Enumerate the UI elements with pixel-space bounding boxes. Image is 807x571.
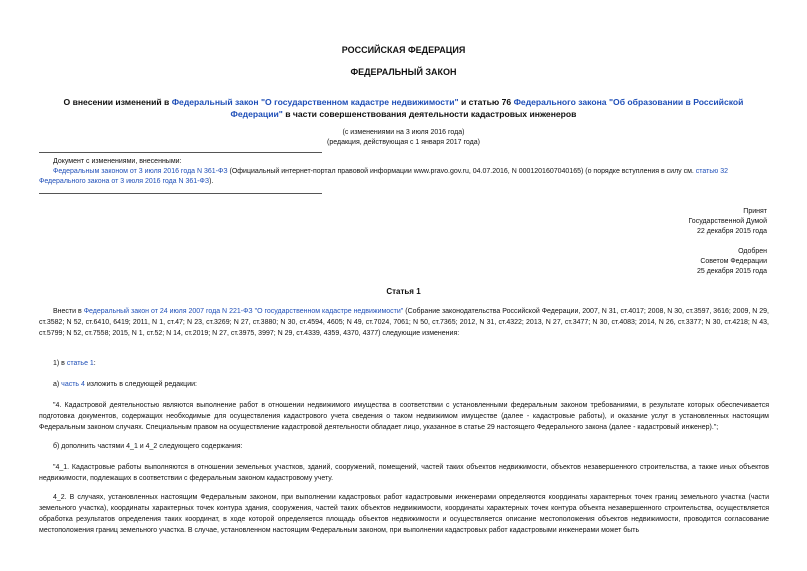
approved-by: Советом Федерации bbox=[700, 258, 767, 265]
link-part-4[interactable]: часть 4 bbox=[61, 381, 85, 388]
item-1: 1) в статье 1: bbox=[53, 360, 96, 367]
accepted-date: 22 декабря 2015 года bbox=[696, 228, 767, 235]
article-heading: Статья 1 bbox=[386, 287, 421, 296]
link-article-1[interactable]: статье 1 bbox=[66, 360, 94, 367]
header-country: РОССИЙСКАЯ ФЕДЕРАЦИЯ bbox=[341, 45, 466, 55]
intro-link-221fz[interactable]: Федеральный закон от 24 июля 2007 года N 221-ФЗ "О государственном кадастре недвижимости" bbox=[83, 308, 404, 315]
changes-note: (с изменениями на 3 июля 2016 года) bbox=[342, 129, 465, 136]
amend-link-361fz[interactable]: Федеральным законом от 3 июля 2016 года N 361-ФЗ bbox=[53, 168, 228, 175]
item-b: б) дополнить частями 4_1 и 4_2 следующего содержания: bbox=[53, 443, 243, 450]
document-title: О внесении изменений в Федеральный закон "О государственном кадастре недвижимости" и статью 76 Федерального закона "Об образовании в Российской Федерации" в части совершенствования деятельности кадастровых инженеров bbox=[63, 97, 744, 119]
amend-text: Федеральным законом от 3 июля 2016 года N 361-ФЗ (Официальный интернет-портал правовой информации www.pravo.gov.ru, 04.07.2016, N 0001201607040165) (о порядке вступления в силу см. статью 32 Федерального закона от 3 июля 2016 года N 361-ФЗ). bbox=[39, 168, 728, 185]
amend-link-fz-361[interactable]: Федерального закона от 3 июля 2016 года N 361-ФЗ bbox=[39, 178, 210, 185]
accepted-label: Принят bbox=[743, 208, 767, 215]
article-intro: Внести в Федеральный закон от 24 июля 2007 года N 221-ФЗ "О государственном кадастре недвижимости" (Собрание законодательства Российской Федерации, 2007, N 31, ст.4017; 2008, N 30, ст.3597, 3616; 2009, N 29, ст.3582; N 52, ст.6410, 6419; 2011, N 1, ст.47; N 23, ст.3269; N 27, ст.3880; N 30, ст.4594, 4605; N 49, ст.7024, 7061; N 50, ст.7365; 2012, N 31, ст.4322; 2013, N 27, ст.3477; N 30, ст.4083; 2014, N 26, ст.3377; N 30, ст.4218; N 43, ст.5799; N 52, ст.7558; 2015, N 1, ст.52; N 14, ст.2019; N 27, ст.3975, 3997; N 29, ст.4339, 4359, 4370, 4377) следующие изменения: bbox=[39, 308, 770, 337]
edition-note: (редакция, действующая с 1 января 2017 года) bbox=[327, 139, 480, 146]
paragraph-4: "4. Кадастровой деятельностью являются выполнение работ в отношении недвижимого имущества в соответствии с установленными федеральным законом требованиями, в результате которых обеспечивается подготовка документов, содержащих необходимые для осуществления кадастрового учета сведения о таком недвижимом имуществе (далее - кадастровые работы), и оказание услуг в установленных настоящим Федеральным законом случаях. Специальным правом на осуществление кадастровой деятельности обладает лицо, указанное в статье 29 настоящего Федерального закона (далее - кадастровый инженер)."; bbox=[39, 402, 769, 431]
approved-date: 25 декабря 2015 года bbox=[696, 268, 767, 275]
accepted-by: Государственной Думой bbox=[688, 218, 767, 225]
paragraph-4-2: 4_2. В случаях, установленных настоящим Федеральным законом, при выполнении кадастровых работ кадастровыми инженерами определяются координаты характерных точек границ земельного участка (части земельного участка), координаты характерных точек контура здания, сооружения, частей таких объектов недвижимости, координаты характерных точек контура объекта незавершенного строительства, осуществляется обработка результатов определения таких координат, в ходе которой определяется площадь объектов недвижимости и осуществляется описание местоположения объектов недвижимости, проводится согласование местоположения границ земельного участка. В случае, установленном настоящим Федеральным законом, при выполнении кадастровых работ кадастровыми инженерами может быть bbox=[39, 494, 769, 534]
title-link-education-law[interactable]: Федерального закона "Об образовании в Российской Федерации" bbox=[230, 97, 744, 119]
divider-top bbox=[39, 152, 322, 153]
header-doc-type: ФЕДЕРАЛЬНЫЙ ЗАКОН bbox=[350, 67, 457, 77]
amend-link-article32[interactable]: статью 32 bbox=[695, 168, 728, 175]
item-a: а) часть 4 изложить в следующей редакции: bbox=[53, 381, 197, 388]
approved-label: Одобрен bbox=[738, 248, 767, 255]
title-link-cadastre-law[interactable]: Федеральный закон "О государственном кадастре недвижимости" bbox=[171, 97, 459, 107]
divider-bottom bbox=[39, 193, 322, 194]
paragraph-4-1: "4_1. Кадастровые работы выполняются в отношении земельных участков, зданий, сооружений, помещений, частей таких объектов недвижимости, объектов незавершенного строительства, а также иных объектов недвижимости, подлежащих в соответствии с федеральным законом кадастровому учету. bbox=[39, 464, 769, 482]
amend-label: Документ с изменениями, внесенными: bbox=[53, 158, 182, 165]
